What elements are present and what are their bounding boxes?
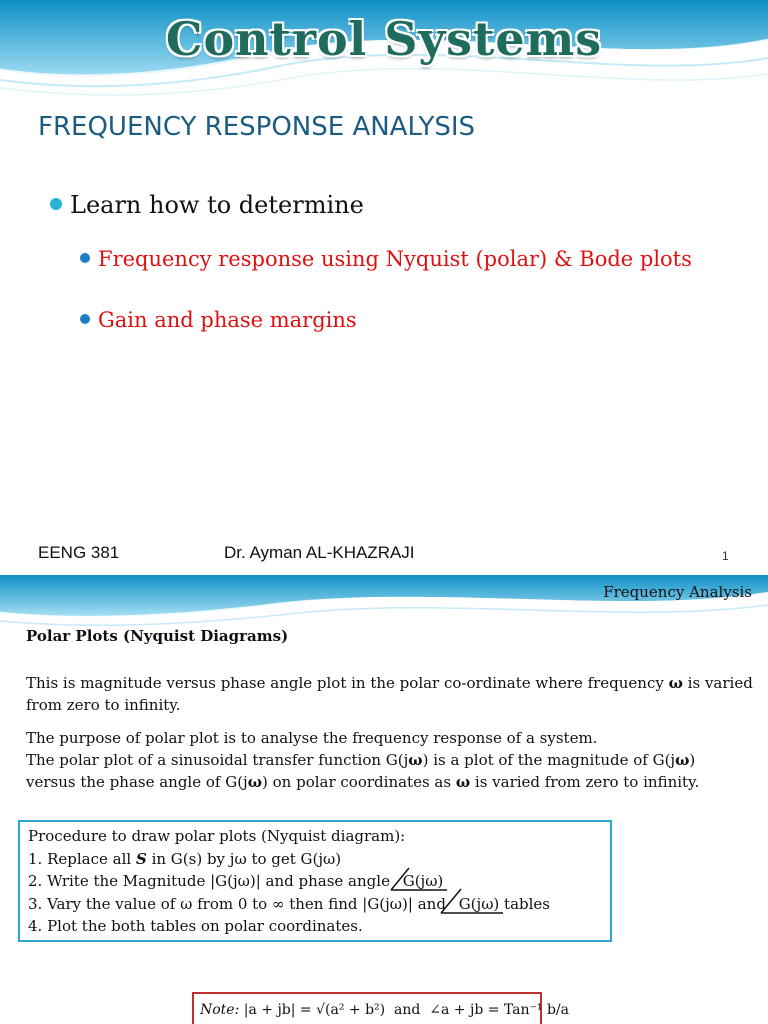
procedure-step-4: 4. Plot the both tables on polar coordinates. — [28, 917, 363, 935]
footer-course: EENG 381 — [38, 543, 120, 562]
slide-2 — [0, 575, 768, 1024]
slide-title: Control Systems — [165, 12, 603, 66]
note-formula-box: Note: |a + jb| = √(a² + b²) and ∠a + jb = Tan⁻¹ b/a — [192, 992, 542, 1024]
sub-bullet-text: Gain and phase margins — [98, 308, 357, 332]
bullet-dot-icon — [80, 253, 90, 263]
angle-symbol-icon: G(jω) — [451, 893, 500, 916]
bullet-dot-icon — [80, 314, 90, 324]
paragraph-definition: This is magnitude versus phase angle plot in the polar co-ordinate where frequency ω is varied from zero to infinity. — [26, 674, 753, 714]
procedure-step-1: 1. Replace all S in G(s) by jω to get G(jω) — [28, 849, 342, 868]
slide-subtitle: FREQUENCY RESPONSE ANALYSIS — [38, 112, 476, 142]
bullet-dot-icon — [50, 198, 62, 210]
procedure-title: Procedure to draw polar plots (Nyquist diagram): — [28, 827, 406, 845]
procedure-step-3: 3. Vary the value of ω from 0 to ∞ then find |G(jω)| and G(jω) tables — [28, 893, 602, 916]
paragraph-purpose: The purpose of polar plot is to analyse the frequency response of a system. The polar plot of a sinusoidal transfer function G(jω) is a plot of the magnitude of G(jω) versus the phase angle of G(jω) on polar coordinates as ω is varied from zero to infinity. — [26, 729, 700, 791]
angle-symbol-icon: G(jω) — [395, 870, 444, 893]
procedure-box — [18, 820, 612, 942]
section-title: Polar Plots (Nyquist Diagrams) — [26, 627, 289, 645]
header-section-label: Frequency Analysis — [603, 583, 752, 601]
page-number: 1 — [722, 549, 729, 563]
bullet-main-text: Learn how to determine — [70, 191, 364, 219]
sub-bullet-2 — [80, 308, 357, 332]
procedure-step-2: 2. Write the Magnitude |G(jω)| and phase angle G(jω) — [28, 870, 602, 893]
sub-bullet-1 — [80, 247, 692, 271]
bullet-main — [50, 191, 364, 219]
footer-author: Dr. Ayman AL-KHAZRAJI — [224, 543, 415, 562]
sub-bullet-text: Frequency response using Nyquist (polar) & Bode plots — [98, 247, 692, 271]
